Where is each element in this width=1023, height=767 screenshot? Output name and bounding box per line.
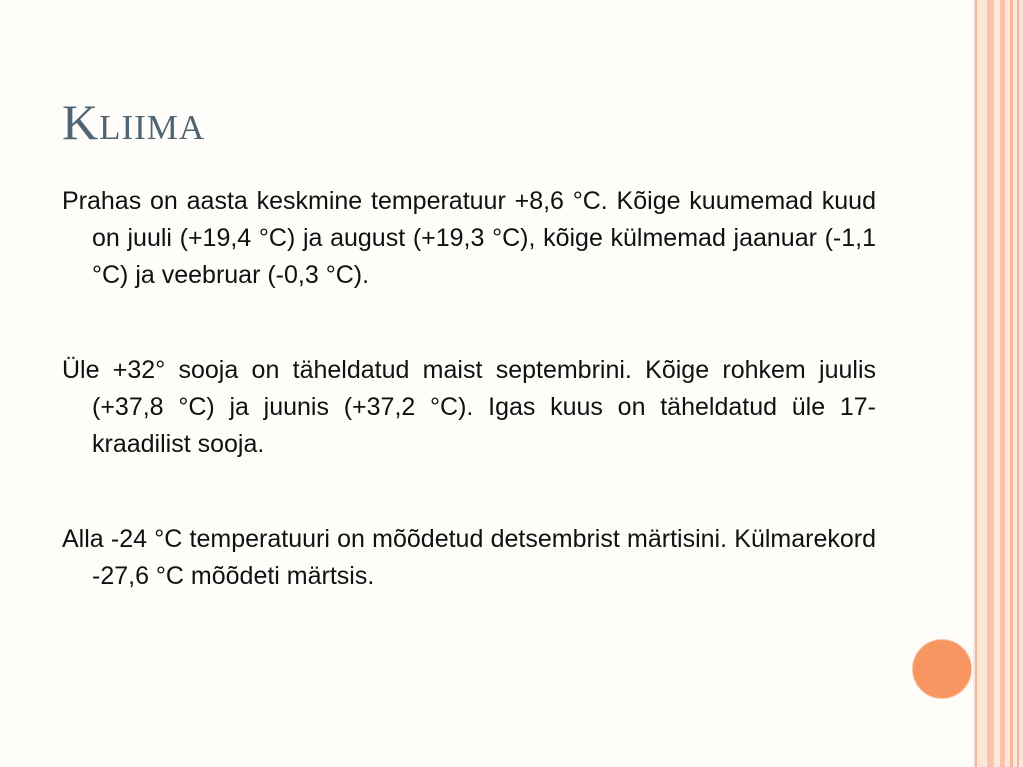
stripe xyxy=(1017,0,1019,767)
body-paragraph-average-temperature: Prahas on aasta keskmine temperatuur +8,6 °C. Kõige kuumemad kuud on juuli (+19,4 °C) ja august (+19,3 °C), kõige külmemad jaanuar (-1,1 °C) ja veebruar (-0,3 °C). xyxy=(62,187,876,289)
decorative-stripes xyxy=(973,0,1023,767)
slide-title: Kliima xyxy=(62,94,206,150)
stripe xyxy=(1010,0,1013,767)
stripe xyxy=(987,0,994,767)
body-paragraph-heat-records: Üle +32° sooja on täheldatud maist septembrini. Kõige rohkem juulis (+37,8 °C) ja juunis (+37,2 °C). Igas kuus on täheldatud üle 17-kraadilist sooja. xyxy=(62,356,876,458)
stripe xyxy=(975,0,977,767)
body-paragraph-cold-records: Alla -24 °C temperatuuri on mõõdetud detsembrist märtisini. Külmarekord -27,6 °C mõõdeti märtsis. xyxy=(62,525,876,590)
stripe xyxy=(1000,0,1005,767)
slide-body xyxy=(62,183,876,595)
accent-circle xyxy=(912,639,972,699)
